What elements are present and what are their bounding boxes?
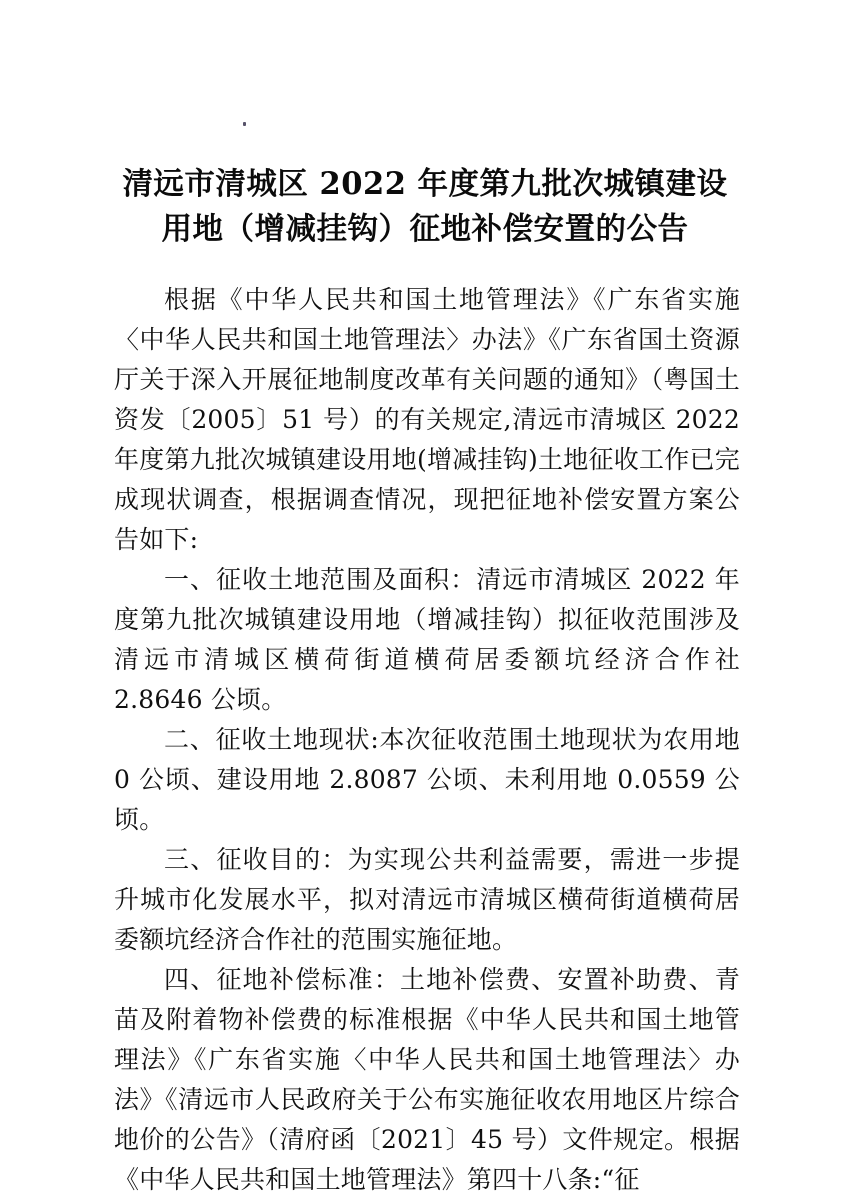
paragraph-section-1-scope-and-area: 一、征收土地范围及面积：清远市清城区 2022 年度第九批次城镇建设用地（增减挂钩）拟征收范围涉及清远市清城区横荷街道横荷居委额坑经济合作社 2.8646 公顷。 <box>114 565 740 714</box>
document-body <box>114 280 740 1200</box>
paragraph-section-3-purpose: 三、征收目的：为实现公共利益需要，需进一步提升城市化发展水平，拟对清远市清城区横荷街道横荷居委额坑经济合作社的范围实施征地。 <box>114 845 740 954</box>
paragraph-section-4-compensation-standard: 四、征地补偿标准：土地补偿费、安置补助费、青苗及附着物补偿费的标准根据《中华人民共和国土地管理法》《广东省实施〈中华人民共和国土地管理法〉办法》《清远市人民政府关于公布实施征收农用地区片综合地价的公告》（清府函〔2021〕45 号）文件规定。根据《中华人民共和国土地管理法》第四十八条:“征 <box>114 965 740 1194</box>
scan-artifact-speck <box>243 122 246 126</box>
page-title <box>114 162 736 252</box>
page-title-line-1: 清远市清城区 2022 年度第九批次城镇建设 <box>122 166 728 202</box>
paragraph-section-2-current-land-status: 二、征收土地现状:本次征收范围土地现状为农用地 0 公顷、建设用地 2.8087 公顷、未利用地 0.0559 公顷。 <box>114 725 740 834</box>
page-title-line-2: 用地（增减挂钩）征地补偿安置的公告 <box>161 211 689 247</box>
paragraph-preamble: 根据《中华人民共和国土地管理法》《广东省实施〈中华人民共和国土地管理法〉办法》《广东省国土资源厅关于深入开展征地制度改革有关问题的通知》（粤国土资发〔2005〕51 号）的有关规定,清远市清城区 2022 年度第九批次城镇建设用地(增减挂钩)土地征收工作已完成现状调查，根据调查情况，现把征地补偿安置方案公告如下: <box>114 285 740 554</box>
